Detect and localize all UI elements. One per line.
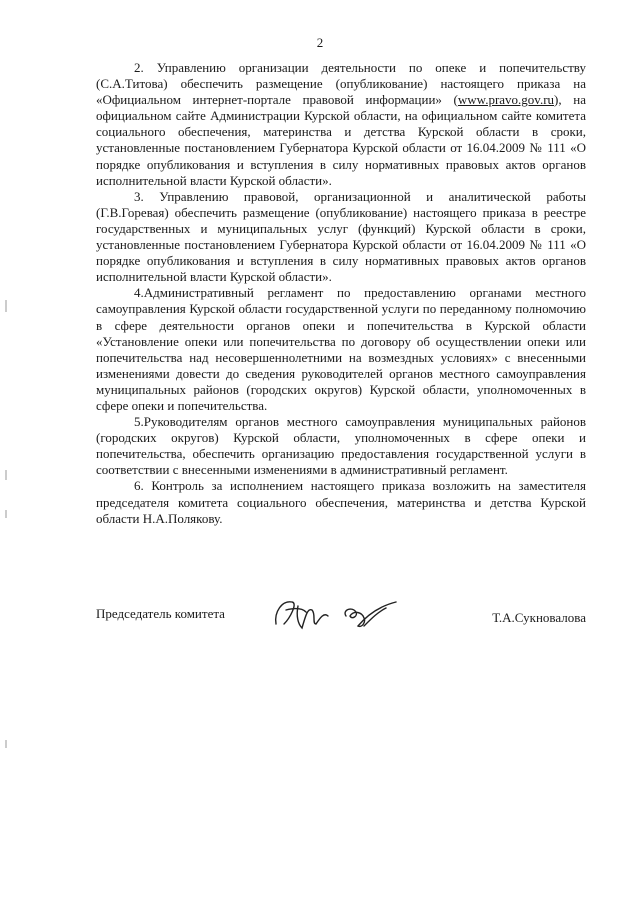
paragraph-4: 4.Административный регламент по предоставлению органами местного самоуправления Курской области государственной услуги по переданному полномочию в сфере деятельности органов опеки и попечительства в Курской области «Установление опеки или попечительства по договору об осуществлении опеки или попечительства над несовершеннолетними на возмездных условиях» с внесенными изменениями довести до сведения руководителей органов местного самоуправления муниципальных районов (городских округов) Курской области, уполномоченных в сфере опеки и попечительства.: [96, 285, 586, 413]
scan-edge-marks: [0, 0, 12, 905]
paragraph-2: [96, 60, 586, 189]
paragraph-3: 3. Управлению правовой, организационной и аналитической работы (Г.В.Горевая) обеспечить размещение (опубликование) настоящего приказа в реестре государственных и муниципальных услуг (функций) Курской области в сроки, установленные постановлением Губернатора Курской области от 16.04.2009 № 111 «О порядке опубликования и вступления в силу нормативных правовых актов органов исполнительной власти Курской области».: [96, 188, 586, 285]
paragraph-6: 6. Контроль за исполнением настоящего приказа возложить на заместителя председателя комитета социального обеспечения, материнства и детства Курской области Н.А.Полякову.: [96, 478, 586, 526]
signatory-name: Т.А.Сукновалова: [492, 610, 586, 625]
handwritten-signature: [268, 594, 408, 644]
page-number: 2: [316, 35, 324, 50]
signature-block: [96, 600, 586, 650]
pravo-link[interactable]: www.pravo.gov.ru: [457, 92, 555, 108]
paragraph-2-text-end: ), на официальном сайте Администрации Курской области, на официальном сайте комитета социального обеспечения, материнства и детства Курской области в сроки, установленные постановлением Губернатора Курской области от 16.04.2009 № 111 «О порядке опубликования и вступления в силу нормативных правовых актов органов исполнительной власти Курской области».: [96, 92, 586, 188]
paragraph-2-text-start: 2. Управлению организации деятельности по опеке и попечительству (С.А.Титова) обеспечить размещение (опубликование) настоящего приказа на «Официальном интернет-портале правовой информации» (: [96, 60, 586, 108]
signatory-title: Председатель комитета: [96, 606, 225, 621]
paragraph-5: 5.Руководителям органов местного самоуправления муниципальных районов (городских округов) Курской области, уполномоченных в сфере опеки и попечительства, обеспечить организацию предоставления государственной услуги в соответствии с внесенными изменениями в административный регламент.: [96, 414, 586, 478]
document-body: [96, 60, 586, 527]
